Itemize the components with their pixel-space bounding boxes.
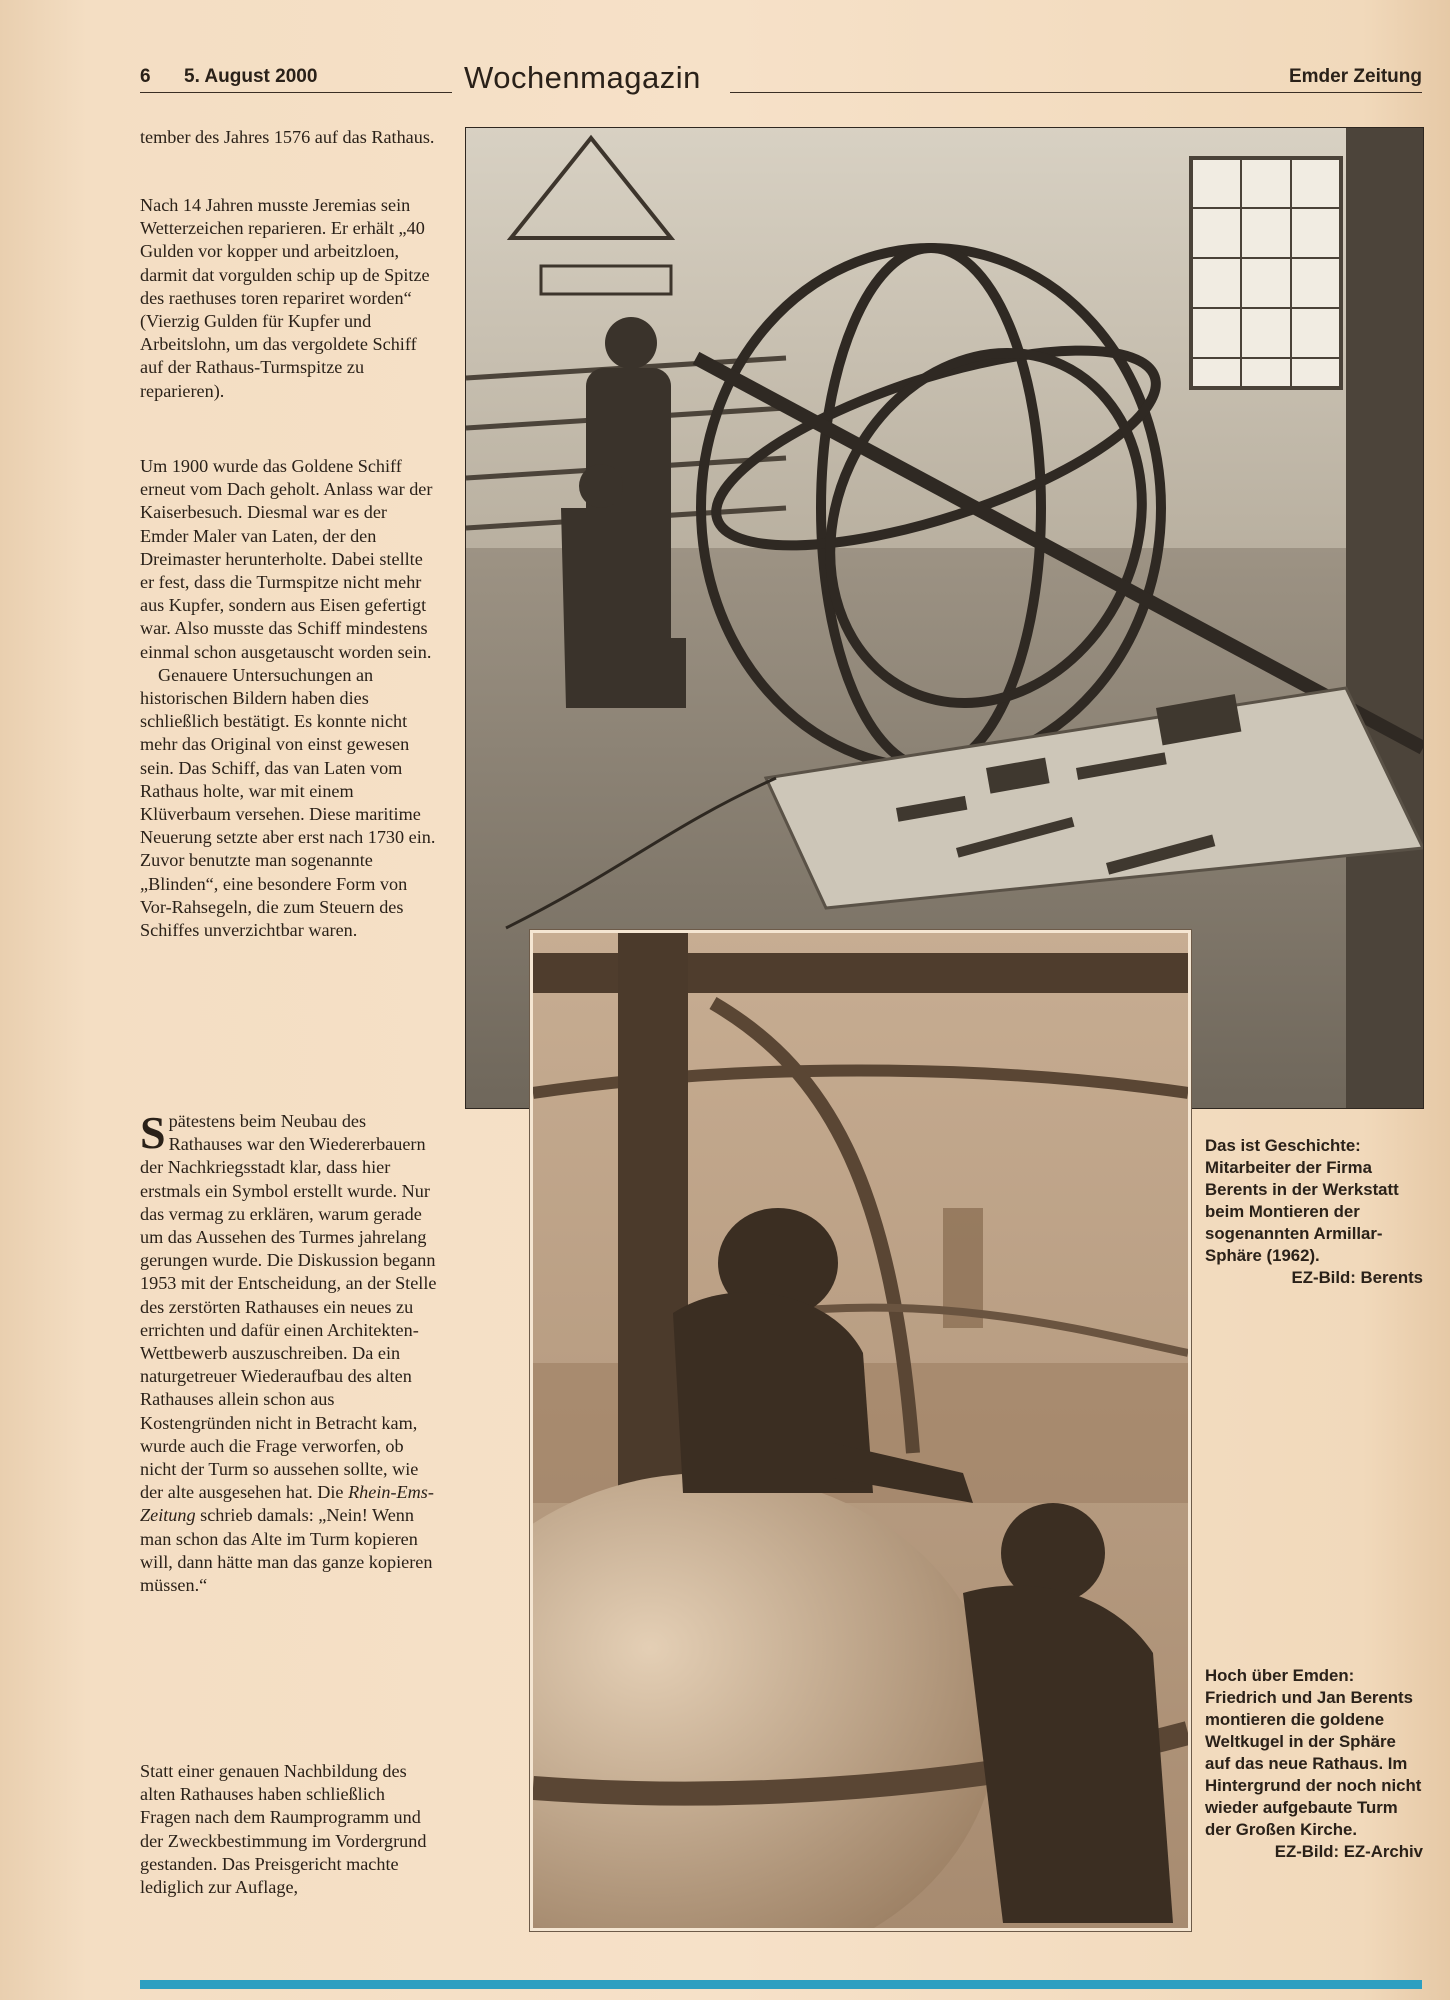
photo-credit: EZ-Bild: Berents bbox=[1291, 1268, 1423, 1287]
article-paragraph-2 bbox=[140, 194, 438, 403]
page-number: 6 bbox=[140, 66, 151, 87]
caption-text: Das ist Geschichte: Mitarbeiter der Firma Berents in der Werkstatt beim Montieren der sogenannten Armillar-Sphäre (1962). bbox=[1205, 1136, 1399, 1265]
article-paragraph-5 bbox=[140, 1760, 438, 1899]
paragraph-text: Statt einer genauen Nachbildung des alten Rathauses haben schließlich Fragen nach dem Raumprogramm und der Zweckbestimmung im Vordergrund gestanden. Das Preisgericht machte lediglich zur Auflage, bbox=[140, 1761, 427, 1898]
tower-globe-photo bbox=[530, 930, 1191, 1931]
drop-cap: S bbox=[140, 1107, 166, 1158]
header-rule-right bbox=[730, 92, 1422, 93]
article-paragraph-1 bbox=[140, 126, 438, 149]
paragraph-text-a: pätestens beim Neubau des Rathauses war den Wiedererbauern der Nachkriegsstadt klar, dass hier erstmals ein Symbol erstellt wurde. Nur das vermag zu erklären, warum gerade um das Aussehen des Turmes jahrelang gerungen wurde. Die Diskussion begann 1953 mit der Entscheidung, an der Stelle des zerstörten Rathauses ein neues zu errichten und dafür einen Architekten-Wettbewerb auszuschreiben. Da ein naturgetreuer Wiederaufbau des alten Rathauses allein schon aus Kostengründen nicht in Betracht kam, wurde auch die Frage verworfen, ob nicht der Turm so aussehen sollte, wie der alte ausgesehen hat. Die bbox=[140, 1111, 437, 1503]
paragraph-text: Nach 14 Jahren musste Jeremias sein Wetterzeichen reparieren. Er erhält „40 Gulden vor kopper und arbeitzloen, darmit dat vorgulden schip up de Spitze des raethuses toren repariret worden“ (Vierzig Gulden für Kupfer und Arbeitslohn, um das vergoldete Schiff auf der Rathaus-Turmspitze zu reparieren). bbox=[140, 195, 430, 401]
photo-credit: EZ-Bild: EZ-Archiv bbox=[1274, 1842, 1423, 1861]
tower-globe-photo-illustration bbox=[533, 933, 1188, 1928]
newspaper-title-italic: Rhein-Ems-Zeitung bbox=[140, 1482, 434, 1526]
header-rule-left bbox=[140, 92, 452, 93]
paragraph-text: Genauere Untersuchungen an historischen Bildern haben dies schließlich bestätigt. Es konnte nicht mehr das Original von einst gewesen sein. Das Schiff, das van Laten vom Rathaus holte, war mit einem Klüverbaum versehen. Diese maritime Neuerung setzte aber erst nach 1730 ein. Zuvor benutzte man sogenannte „Blinden“, eine besondere Form von Vor-Rahsegeln, die zum Steuern des Schiffes unverzichtbar waren. bbox=[140, 664, 436, 941]
paragraph-text: tember des Jahres 1576 auf das Rathaus. bbox=[140, 127, 435, 147]
article-paragraph-4 bbox=[140, 1107, 438, 1597]
newspaper-name: Emder Zeitung bbox=[1288, 66, 1422, 87]
bottom-accent-rule bbox=[140, 1980, 1422, 1989]
paragraph-text bbox=[140, 1107, 438, 1597]
paragraph-text: Um 1900 wurde das Goldene Schiff erneut vom Dach geholt. Anlass war der Kaiserbesuch. Diesmal war es der Emder Maler van Laten, der den Dreimaster herunterholte. Dabei stellte er fest, dass die Turmspitze nicht mehr aus Kupfer, sondern aus Eisen gefertigt war. Also musste das Schiff mindestens einmal schon ausgetauscht worden sein. bbox=[140, 456, 433, 662]
photo-caption-tower bbox=[1205, 1665, 1423, 1863]
photo-caption-workshop bbox=[1205, 1135, 1423, 1289]
caption-text: Hoch über Emden: Friedrich und Jan Berents montieren die goldene Weltkugel in der Sphäre auf das neue Rathaus. Im Hintergrund der noch nicht wieder aufgebaute Turm der Großen Kirche. bbox=[1205, 1666, 1422, 1839]
article-paragraph-3 bbox=[140, 455, 438, 942]
paragraph-text-b: schrieb damals: „Nein! Wenn man schon das Alte im Turm kopieren will, dann hätte man das ganze kopieren müssen.“ bbox=[140, 1505, 433, 1596]
section-title: Wochenmagazin bbox=[464, 60, 701, 95]
issue-date: 5. August 2000 bbox=[184, 66, 318, 87]
